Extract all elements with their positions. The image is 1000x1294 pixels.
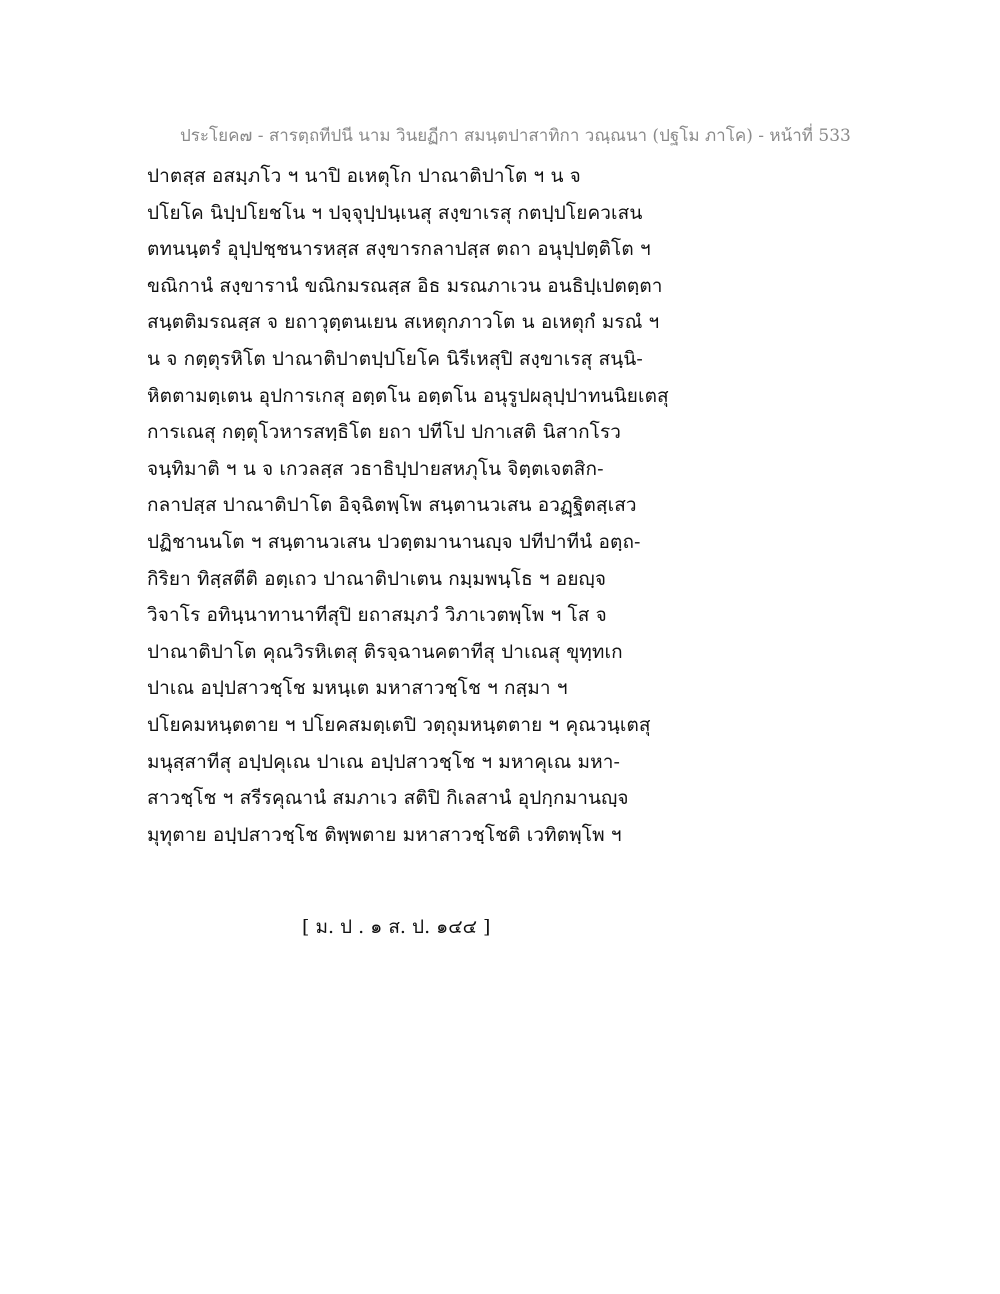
text-line: ปาเณ อปฺปสาวชฺโช มหนฺเต มหาสาวชฺโช ฯ กสฺมา ฯ [147,677,568,700]
text-line: ขณิกานํ สงฺขารานํ ขณิกมรณสฺส อิธ มรณภาเวน อนธิปฺเปตตฺตา [147,274,663,297]
text-line: สนฺตติมรณสฺส จ ยถาวุตฺตนเยน สเหตุกภาวโต น อเหตุกํ มรณํ ฯ [147,311,660,334]
text-line: ปาณาติปาโต คุณวิรหิเตสุ ติรจฺฉานคตาทีสุ ปาเณสุ ขุทฺทเก [147,640,623,663]
text-line: สาวชฺโช ฯ สรีรคุณานํ สมภาเว สติปิ กิเลสานํ อุปกฺกมานญฺจ [147,787,629,810]
text-line: ตทนนฺตรํ อุปฺปชฺชนารหสฺส สงฺขารกลาปสฺส ตถา อนุปฺปตฺติโต ฯ [147,238,651,261]
text-line: กลาปสฺส ปาณาติปาโต อิจฺฉิตพฺโพ สนฺตานวเสน อวฏฺฐิตสฺเสว [147,494,637,517]
text-line: ปโยคมหนฺตตาย ฯ ปโยคสมตฺเตปิ วตฺถุมหนฺตตาย ฯ คุณวนฺเตสุ [147,713,651,736]
text-line: มุทุตาย อปฺปสาวชฺโช ติพฺพตาย มหาสาวชฺโชติ เวทิตพฺโพ ฯ [147,823,622,846]
text-line: หิตตามตฺเตน อุปการเกสุ อตฺตโน อตฺตโน อนุรูปผลุปฺปาทนนิยเตสุ [147,384,669,407]
body-text [147,158,707,853]
text-line: ปฏิชานนโต ฯ สนฺตานวเสน ปวตฺตมานานญฺจ ปทีปาทีนํ อตฺถ- [147,530,641,553]
text-line: มนุสฺสาทีสุ อปฺปคุเณ ปาเณ อปฺปสาวชฺโช ฯ มหาคุเณ มหา- [147,750,621,773]
text-line: ปาตสฺส อสมฺภโว ฯ นาปิ อเหตุโก ปาณาติปาโต ฯ น จ [147,165,581,187]
text-line: การเณสุ กตฺตุโวหารสทฺธิโต ยถา ปทีโป ปกาเสติ นิสากโรว [147,421,622,444]
text-line: จนฺทิมาติ ฯ น จ เกวลสฺส วธาธิปฺปายสหภุโน จิตฺตเจตสิก- [147,457,604,480]
text-line: วิจาโร อทินฺนาทานาทีสุปิ ยถาสมฺภวํ วิภาเวตพฺโพ ฯ โส จ [147,604,607,627]
text-line: กิริยา ทิสฺสตีติ อตฺเถว ปาณาติปาเตน กมฺมพนฺโธ ฯ อยญฺจ [147,567,607,590]
running-header: ประโยค๗ - สารตฺถทีปนี นาม วินยฏีกา สมนฺตปาสาทิกา วณฺณนา (ปฐโม ภาโค) - หน้าที่ 533 [180,126,851,146]
text-line: ปโยโค นิปฺปโยชโน ฯ ปจฺจุปฺปนฺเนสุ สงฺขาเรสุ กตปฺปโยควเสน [147,201,643,224]
reference-citation: [ ม. ป . ๑ ส. ป. ๑๔๔ ] [302,916,491,938]
text-line: น จ กตฺตุรหิโต ปาณาติปาตปฺปโยโค นิรีเหสุปิ สงฺขาเรสุ สนฺนิ- [147,347,643,370]
